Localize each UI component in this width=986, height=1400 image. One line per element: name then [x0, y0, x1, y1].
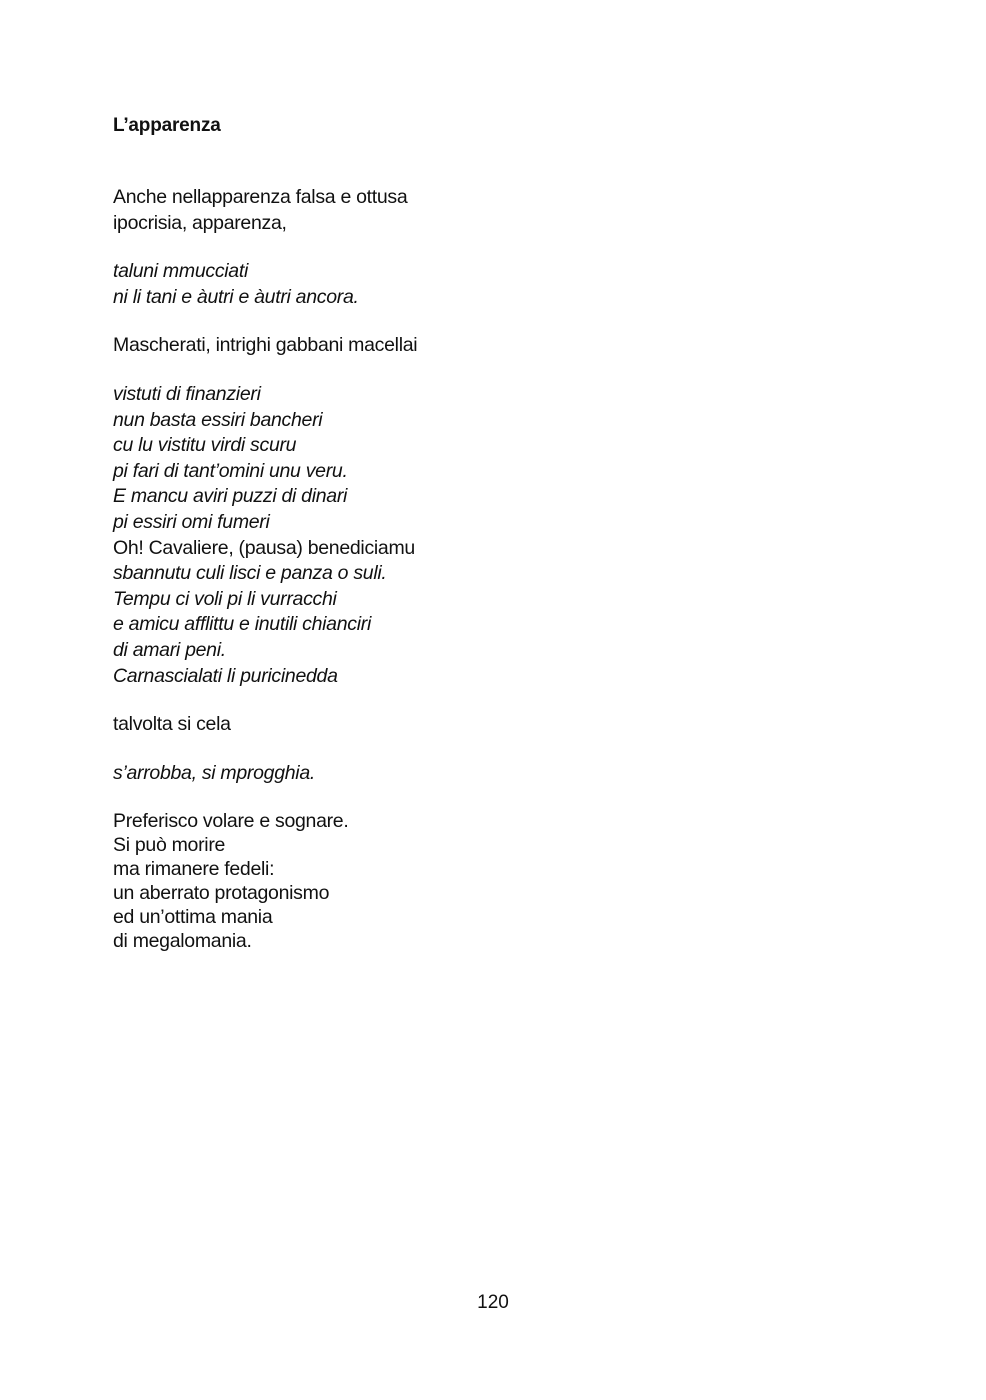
- stanza-1: [113, 185, 813, 236]
- poem-line: ed un’ottima mania: [113, 906, 273, 929]
- poem-line: taluni mmucciati: [113, 260, 248, 283]
- stanza-4: [113, 382, 813, 689]
- poem-line: di megalomania.: [113, 930, 252, 953]
- stanza-3: [113, 333, 813, 359]
- poem-line: Si può morire: [113, 834, 226, 857]
- stanza-2: [113, 259, 813, 310]
- poem-line: ipocrisia, apparenza,: [113, 211, 287, 234]
- poem-line: di amari peni.: [113, 638, 226, 661]
- stanza-6: [113, 761, 813, 787]
- poem-body: [113, 185, 813, 953]
- poem-line: cu lu vistitu virdi scuru: [113, 434, 297, 457]
- poem-line: talvolta si cela: [113, 713, 231, 736]
- poem-line: pi essiri omi fumeri: [113, 510, 270, 533]
- poem-line: Anche nellapparenza falsa e ottusa: [113, 186, 408, 208]
- poem-line: Tempu ci voli pi li vurracchi: [113, 587, 337, 610]
- poem-line: Mascherati, intrighi gabbani macellai: [113, 334, 418, 357]
- poem-line: Preferisco volare e sognare.: [113, 810, 349, 833]
- stanza-5: [113, 712, 813, 738]
- poem-line: un aberrato protagonismo: [113, 882, 330, 905]
- poem-line: E mancu aviri puzzi di dinari: [113, 485, 348, 508]
- poem-line: pi fari di tant’omini unu veru.: [113, 459, 348, 482]
- poem-line: vistuti di finanzieri: [113, 382, 261, 405]
- page-number: 120: [477, 1292, 509, 1313]
- poem-line: nun basta essiri bancheri: [113, 408, 323, 431]
- poem-line: ni li tani e àutri e àutri ancora.: [113, 285, 359, 308]
- poem-line: Oh! Cavaliere, (pausa) benediciamu: [113, 536, 415, 559]
- poem-line: s’arrobba, si mprogghia.: [113, 761, 315, 784]
- poem-line: sbannutu culi lisci e panza o suli.: [113, 562, 387, 585]
- stanza-7: [113, 809, 813, 953]
- poem-line: Carnascialati li puricinedda: [113, 664, 338, 687]
- page-title: L’apparenza: [113, 115, 221, 136]
- poem-line: ma rimanere fedeli:: [113, 858, 275, 881]
- poem-line: e amicu afflittu e inutili chianciri: [113, 613, 371, 636]
